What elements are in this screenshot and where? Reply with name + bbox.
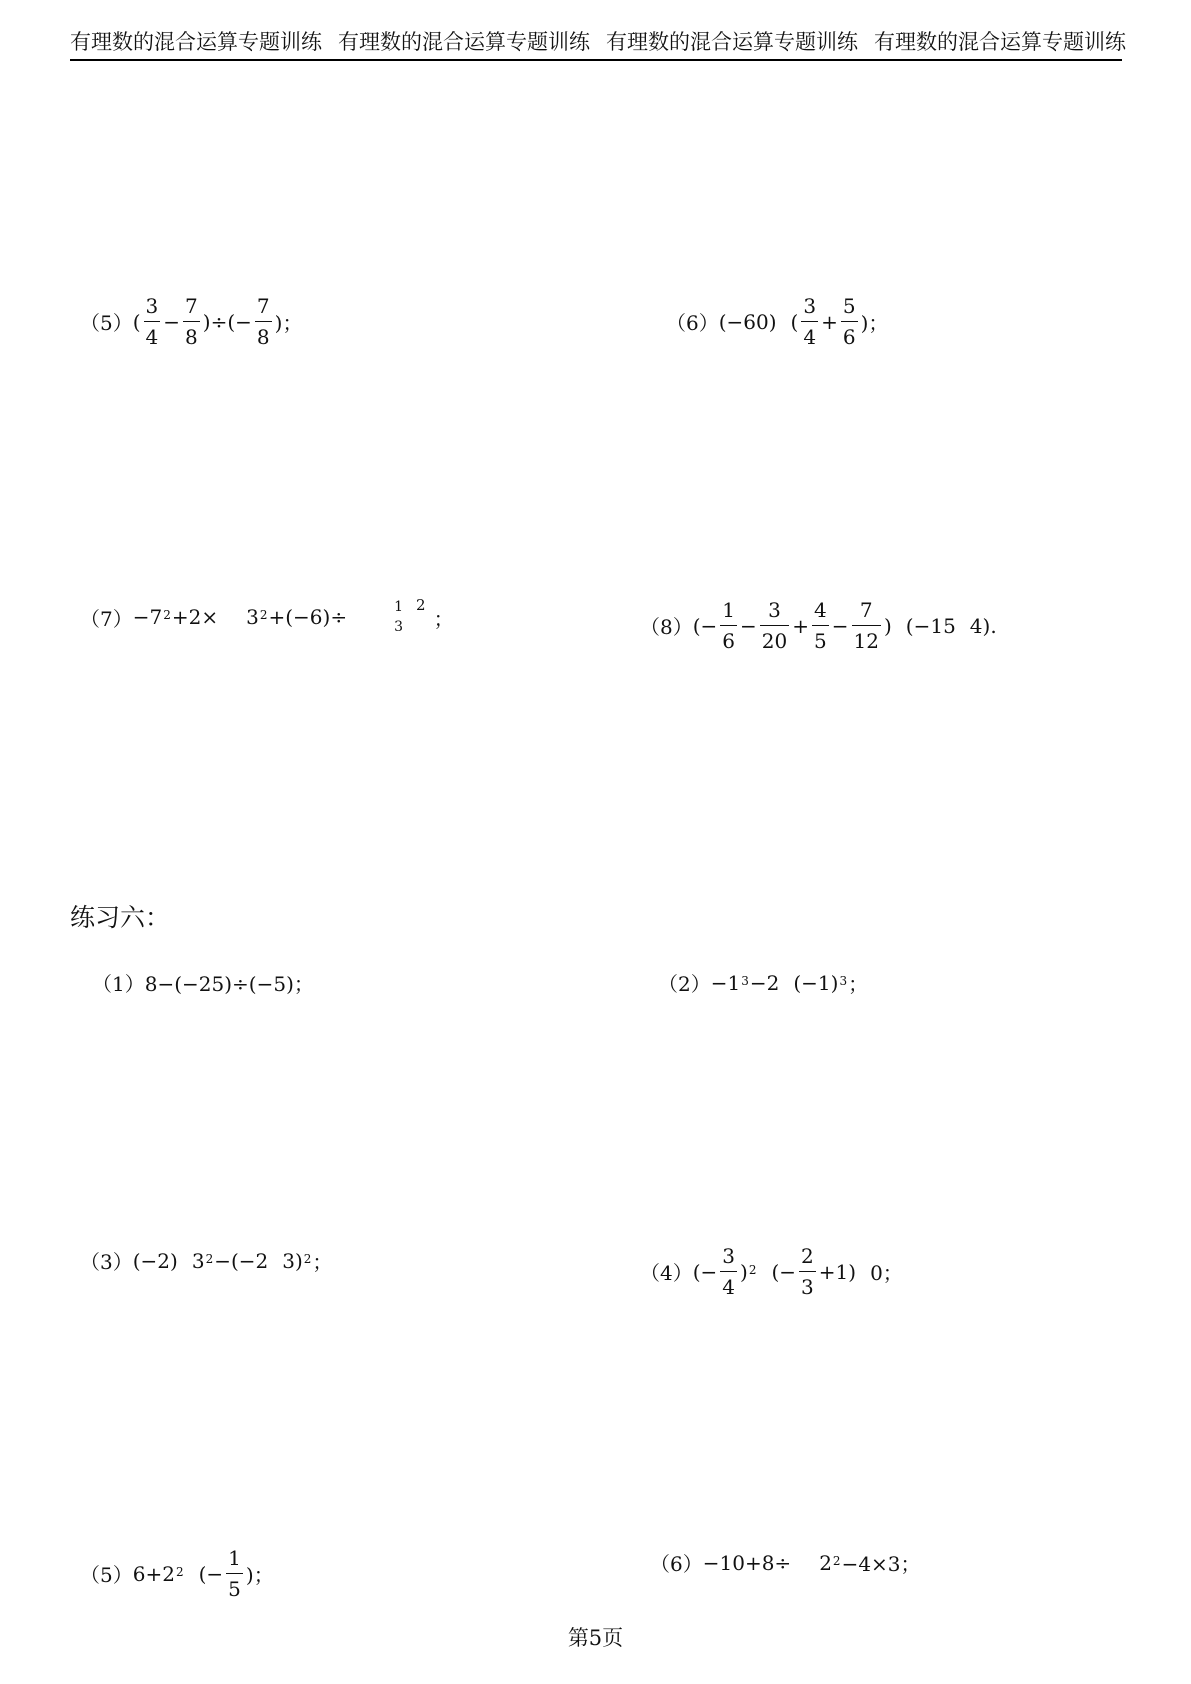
paren: ( <box>132 309 141 334</box>
term: 3) <box>282 1248 303 1273</box>
problem-a7 <box>80 596 454 635</box>
fraction <box>255 296 272 347</box>
numerator: 2 <box>801 1244 814 1268</box>
problem-b4 <box>640 1246 903 1297</box>
paren: (− <box>771 1259 797 1284</box>
term: −(−2 <box>214 1248 269 1273</box>
term: (−2) <box>132 1248 178 1273</box>
operator: − <box>163 309 181 334</box>
fraction <box>801 296 818 347</box>
fraction <box>720 1246 737 1297</box>
term: −2 <box>749 970 780 995</box>
term: 4). <box>969 613 997 638</box>
fraction <box>183 296 200 347</box>
problem-b3 <box>80 1246 332 1275</box>
denominator: 3 <box>799 1271 816 1297</box>
paren: +1) <box>818 1259 857 1284</box>
numerator: 1 <box>394 599 404 615</box>
fraction <box>226 1548 243 1599</box>
exponent: 2 <box>259 608 268 622</box>
operator: + <box>821 309 838 334</box>
exponent: 2 <box>303 1251 312 1266</box>
terminator: ； <box>848 972 869 996</box>
denominator: 4 <box>720 1271 737 1297</box>
exponent: 2 <box>832 1553 841 1568</box>
denominator: 4 <box>144 321 161 347</box>
problem-b1 <box>92 968 314 997</box>
denominator: 20 <box>760 625 789 651</box>
terminator: ； <box>312 1250 333 1274</box>
problem-label: （1） <box>92 972 145 996</box>
problem-label: （5） <box>80 311 133 335</box>
paren: (− <box>692 1259 718 1284</box>
problem-label: （2） <box>658 972 711 996</box>
paren: (− <box>692 613 718 638</box>
exponent: 3 <box>839 973 848 988</box>
numerator: 3 <box>722 1244 736 1268</box>
exponent: 2 <box>748 1262 757 1277</box>
denominator: 3 <box>394 619 404 635</box>
fraction <box>812 600 829 651</box>
paren: ) <box>883 613 892 638</box>
header-title: 有理数的混合运算专题训练 <box>874 30 1126 54</box>
numerator: 3 <box>768 598 781 622</box>
problem-label: （7） <box>80 606 133 631</box>
header-title: 有理数的混合运算专题训练 <box>70 30 322 54</box>
term: −4×3； <box>841 1552 921 1576</box>
problem-b6 <box>650 1548 921 1577</box>
term: −1 <box>710 970 741 995</box>
problem-label: （4） <box>640 1261 693 1285</box>
exponent: 2 <box>416 596 426 614</box>
denominator: 6 <box>720 625 737 651</box>
exponent: 2 <box>175 1564 184 1579</box>
numerator: 3 <box>145 294 159 318</box>
problem-label: （6） <box>666 311 719 335</box>
header-title: 有理数的混合运算专题训练 <box>606 30 858 54</box>
term: 3 <box>246 605 259 629</box>
terminator: )； <box>245 1563 274 1587</box>
term: −10+8÷ <box>702 1550 792 1575</box>
operator: − <box>831 613 849 638</box>
exponent: 3 <box>741 973 749 988</box>
exponent: 2 <box>205 1251 214 1266</box>
operator: − <box>740 613 757 638</box>
fraction <box>760 600 789 651</box>
operator: + <box>792 613 810 638</box>
operator: )÷(− <box>202 309 252 334</box>
denominator: 5 <box>226 1573 243 1599</box>
terminator: )； <box>860 311 889 335</box>
problem-label: （3） <box>80 1250 133 1274</box>
page-header <box>70 26 1126 61</box>
exponent: 2 <box>163 608 171 622</box>
numerator: 7 <box>859 598 873 622</box>
problem-a5 <box>80 296 302 347</box>
terminator: )； <box>274 311 303 335</box>
problem-label: （5） <box>80 1563 133 1587</box>
numerator: 7 <box>256 294 270 318</box>
term: 6+2 <box>132 1561 175 1586</box>
paren: ( <box>790 309 799 334</box>
numerator: 7 <box>185 294 198 318</box>
fraction <box>852 600 881 651</box>
terminator: ； <box>433 606 454 631</box>
paren: ) <box>740 1259 748 1284</box>
term: (−60) <box>718 309 777 334</box>
denominator: 8 <box>183 321 200 347</box>
operator: +2× <box>171 605 219 629</box>
denominator: 6 <box>841 321 858 347</box>
denominator: 4 <box>801 321 818 347</box>
term: 2 <box>819 1550 832 1575</box>
problem-label: （6） <box>650 1552 703 1576</box>
fraction <box>841 296 858 347</box>
fraction <box>720 600 737 651</box>
numerator: 5 <box>842 294 856 318</box>
expression: 8−(−25)÷(−5)； <box>144 972 314 996</box>
problem-b5 <box>80 1548 274 1599</box>
term: (−15 <box>905 613 956 638</box>
fraction <box>392 600 405 634</box>
page-number: 第5页 <box>567 1626 624 1650</box>
denominator: 8 <box>255 321 272 347</box>
paren: (− <box>198 1561 224 1586</box>
numerator: 4 <box>814 598 827 622</box>
term: 3 <box>191 1248 205 1273</box>
term: −7 <box>132 605 163 629</box>
fraction <box>144 296 161 347</box>
denominator: 5 <box>812 625 829 651</box>
term: 0； <box>870 1261 903 1285</box>
denominator: 12 <box>852 625 881 651</box>
problem-b2 <box>658 968 868 997</box>
problem-label: （8） <box>640 615 693 639</box>
term: (−1) <box>793 970 839 995</box>
problem-a6 <box>666 296 888 347</box>
section-title: 练习六： <box>70 903 171 932</box>
fraction <box>799 1246 816 1297</box>
operator: +(−6)÷ <box>268 605 348 629</box>
numerator: 3 <box>803 294 817 318</box>
problem-a8 <box>640 600 997 651</box>
header-title: 有理数的混合运算专题训练 <box>338 30 590 54</box>
numerator: 1 <box>722 598 736 622</box>
numerator: 1 <box>228 1546 241 1570</box>
